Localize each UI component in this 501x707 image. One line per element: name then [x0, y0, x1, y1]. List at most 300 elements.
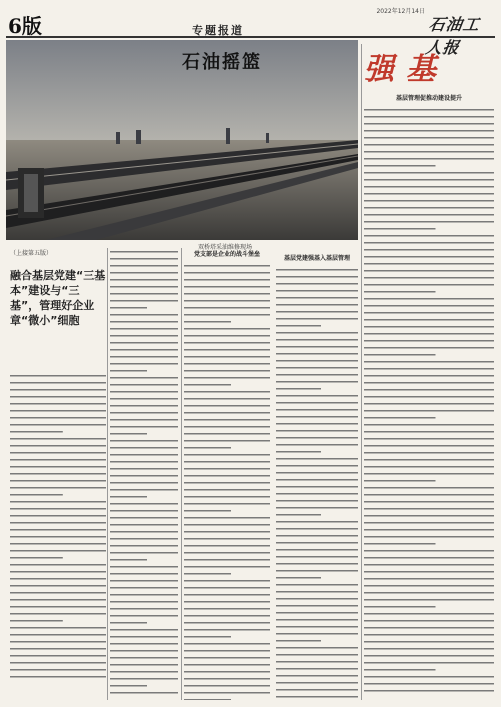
text-line: [10, 449, 106, 456]
text-line: [184, 500, 270, 507]
text-line: [276, 462, 358, 469]
text-line: [364, 183, 494, 190]
text-line: [276, 651, 358, 658]
text-line: [364, 176, 494, 183]
text-line: [110, 346, 178, 353]
text-line: [184, 479, 270, 486]
text-line: [364, 491, 494, 498]
text-line: [110, 647, 178, 654]
text-line: [364, 260, 494, 267]
text-line: [364, 309, 494, 316]
text-line: [276, 595, 358, 602]
text-line: [364, 379, 494, 386]
text-line: [184, 409, 270, 416]
column-rule: [107, 248, 108, 700]
text-line: [184, 661, 270, 668]
text-line: [276, 686, 358, 693]
text-line: [364, 113, 494, 120]
text-line: [10, 526, 106, 533]
text-line: [110, 640, 178, 647]
text-line: [110, 465, 178, 472]
text-line: [110, 682, 178, 689]
masthead: [6, 4, 495, 57]
text-line: [276, 378, 358, 385]
text-line: [276, 581, 358, 588]
headline-black: 石油摇篮: [182, 52, 262, 73]
text-line: [110, 311, 178, 318]
text-line: [184, 605, 270, 612]
text-line: [184, 437, 270, 444]
text-line: [110, 689, 178, 696]
text-line: [110, 500, 178, 507]
text-line: [184, 514, 270, 521]
text-line: [364, 134, 494, 141]
text-line: [276, 294, 358, 301]
text-line: [364, 127, 494, 134]
text-line: [184, 276, 270, 283]
text-line: [10, 407, 106, 414]
text-line: [276, 553, 358, 560]
text-line: [10, 393, 106, 400]
text-line: [110, 612, 178, 619]
text-line: [276, 623, 358, 630]
text-line: [276, 630, 358, 637]
text-line: [276, 672, 358, 679]
text-line: [10, 400, 106, 407]
text-line: [276, 343, 358, 350]
text-line: [364, 155, 494, 162]
continued-tag: （上接第五版）: [10, 250, 53, 257]
text-line: [110, 360, 178, 367]
text-line: [276, 665, 358, 672]
text-line: [364, 267, 494, 274]
text-line: [364, 148, 494, 155]
text-line: [110, 248, 178, 255]
text-line: [364, 281, 494, 288]
text-line: [364, 680, 494, 687]
text-line: [110, 570, 178, 577]
text-line: [276, 392, 358, 399]
text-line: [10, 554, 106, 561]
text-line: [276, 322, 358, 329]
text-line: [364, 344, 494, 351]
text-line: [364, 617, 494, 624]
text-line: [110, 535, 178, 542]
text-line: [276, 315, 358, 322]
section-heading: 党支部是企业的战斗堡垒: [193, 251, 260, 258]
text-line: [10, 561, 106, 568]
text-line: [184, 668, 270, 675]
text-line: [364, 659, 494, 666]
text-line: [364, 547, 494, 554]
text-line: [10, 498, 106, 505]
text-line: [364, 407, 494, 414]
text-line: [110, 605, 178, 612]
text-line: [364, 204, 494, 211]
text-line: [110, 430, 178, 437]
text-line: [110, 549, 178, 556]
text-line: [110, 584, 178, 591]
text-line: [184, 549, 270, 556]
text-line: [276, 434, 358, 441]
text-line: [110, 591, 178, 598]
text-line: [276, 560, 358, 567]
article-column: [276, 252, 358, 700]
text-line: [364, 456, 494, 463]
text-line: [364, 288, 494, 295]
text-line: [110, 325, 178, 332]
text-line: [364, 435, 494, 442]
text-line: [110, 416, 178, 423]
text-line: [110, 318, 178, 325]
text-line: [364, 225, 494, 232]
text-line: [184, 269, 270, 276]
text-line: [364, 666, 494, 673]
text-line: [364, 239, 494, 246]
text-line: [110, 493, 178, 500]
text-line: [184, 570, 270, 577]
text-line: [110, 556, 178, 563]
text-line: [364, 505, 494, 512]
text-line: [364, 197, 494, 204]
text-line: [110, 381, 178, 388]
text-line: [364, 540, 494, 547]
text-line: [110, 661, 178, 668]
text-line: [110, 437, 178, 444]
text-line: [110, 472, 178, 479]
text-line: [10, 659, 106, 666]
text-line: [184, 689, 270, 696]
text-line: [10, 456, 106, 463]
text-line: [110, 514, 178, 521]
text-line: [184, 598, 270, 605]
text-line: [364, 589, 494, 596]
text-line: [364, 316, 494, 323]
text-line: [10, 596, 106, 603]
text-line: [184, 388, 270, 395]
text-line: [276, 287, 358, 294]
text-line: [364, 141, 494, 148]
text-line: [364, 582, 494, 589]
text-line: [184, 626, 270, 633]
text-line: [364, 687, 494, 694]
text-line: [10, 372, 106, 379]
text-line: [364, 484, 494, 491]
text-line: [184, 297, 270, 304]
text-line: [110, 528, 178, 535]
text-line: [10, 673, 106, 680]
text-line: [184, 472, 270, 479]
text-line: [184, 563, 270, 570]
text-line: [276, 266, 358, 273]
text-line: [10, 435, 106, 442]
text-line: [184, 402, 270, 409]
text-line: [276, 399, 358, 406]
text-line: [10, 428, 106, 435]
text-line: [276, 574, 358, 581]
text-line: [110, 619, 178, 626]
text-line: [10, 638, 106, 645]
text-line: [184, 619, 270, 626]
text-line: [364, 512, 494, 519]
text-line: [10, 631, 106, 638]
text-line: [10, 484, 106, 491]
text-line: [364, 603, 494, 610]
text-line: [10, 386, 106, 393]
text-line: [364, 652, 494, 659]
text-line: [276, 525, 358, 532]
text-line: [10, 575, 106, 582]
text-line: [110, 255, 178, 262]
text-line: [184, 654, 270, 661]
text-line: [110, 451, 178, 458]
text-line: [364, 414, 494, 421]
text-line: [364, 631, 494, 638]
issue-date: 2022年12月14日: [376, 8, 425, 15]
text-line: [364, 302, 494, 309]
text-line: [364, 624, 494, 631]
text-line: [184, 521, 270, 528]
text-line: [364, 673, 494, 680]
section-heading: 基层党建强基入基层管理: [283, 255, 350, 262]
section-title: 专题报道: [192, 24, 244, 37]
text-line: [184, 423, 270, 430]
text-line: [184, 507, 270, 514]
text-line: [10, 582, 106, 589]
text-line: [184, 542, 270, 549]
text-line: [110, 577, 178, 584]
text-line: [276, 567, 358, 574]
text-line: [10, 379, 106, 386]
text-line: [276, 448, 358, 455]
text-line: [364, 596, 494, 603]
text-line: [110, 563, 178, 570]
text-line: [184, 458, 270, 465]
text-line: [110, 409, 178, 416]
text-line: [364, 358, 494, 365]
text-line: [184, 318, 270, 325]
text-line: [10, 463, 106, 470]
article-column: [364, 92, 494, 700]
text-line: [184, 556, 270, 563]
text-line: [364, 337, 494, 344]
text-line: [10, 617, 106, 624]
text-line: [110, 339, 178, 346]
text-line: [364, 526, 494, 533]
text-line: [184, 367, 270, 374]
text-line: [10, 666, 106, 673]
text-line: [110, 479, 178, 486]
text-line: [364, 477, 494, 484]
text-line: [364, 218, 494, 225]
text-line: [184, 430, 270, 437]
text-line: [110, 402, 178, 409]
text-line: [364, 498, 494, 505]
text-line: [276, 469, 358, 476]
text-line: [184, 304, 270, 311]
text-line: [110, 395, 178, 402]
text-line: [364, 386, 494, 393]
text-line: [110, 423, 178, 430]
text-line: [184, 640, 270, 647]
text-line: [110, 521, 178, 528]
text-line: [364, 519, 494, 526]
text-line: [364, 568, 494, 575]
text-line: [276, 476, 358, 483]
text-line: [276, 273, 358, 280]
text-line: [276, 511, 358, 518]
text-line: [184, 612, 270, 619]
text-line: [276, 546, 358, 553]
text-line: [276, 371, 358, 378]
text-line: [184, 675, 270, 682]
text-line: [110, 332, 178, 339]
text-line: [276, 693, 358, 700]
text-line: [184, 528, 270, 535]
text-line: [10, 540, 106, 547]
text-line: [184, 633, 270, 640]
text-line: [184, 374, 270, 381]
column-rule: [361, 44, 362, 700]
text-line: [10, 512, 106, 519]
text-line: [184, 353, 270, 360]
text-line: [184, 682, 270, 689]
subtitle-block: [10, 248, 106, 366]
photo-caption: 双桥塔采油维修现场: [198, 244, 253, 251]
newspaper-logo: 石油工人报: [424, 15, 482, 57]
text-line: [276, 350, 358, 357]
text-line: [276, 602, 358, 609]
text-line: [184, 451, 270, 458]
text-line: [10, 519, 106, 526]
text-line: [364, 274, 494, 281]
text-line: [184, 493, 270, 500]
text-line: [364, 162, 494, 169]
column-rule: [181, 248, 182, 700]
text-line: [184, 339, 270, 346]
text-line: [10, 645, 106, 652]
text-line: [110, 374, 178, 381]
text-line: [110, 276, 178, 283]
text-line: [110, 353, 178, 360]
text-line: [276, 280, 358, 287]
text-line: [364, 106, 494, 113]
text-line: [276, 455, 358, 462]
text-line: [364, 470, 494, 477]
text-line: [276, 504, 358, 511]
text-line: [364, 372, 494, 379]
text-line: [364, 232, 494, 239]
text-line: [184, 325, 270, 332]
text-line: [276, 532, 358, 539]
text-line: [110, 290, 178, 297]
text-line: [10, 652, 106, 659]
text-line: [364, 554, 494, 561]
text-line: [276, 637, 358, 644]
text-line: [110, 388, 178, 395]
text-line: [10, 414, 106, 421]
text-line: [10, 505, 106, 512]
text-line: [110, 444, 178, 451]
text-line: [110, 304, 178, 311]
text-line: [276, 406, 358, 413]
text-line: [184, 584, 270, 591]
text-line: [184, 444, 270, 451]
text-line: [10, 603, 106, 610]
text-line: [110, 633, 178, 640]
text-line: [184, 283, 270, 290]
text-line: [364, 253, 494, 260]
article-column: [184, 248, 270, 700]
text-line: [276, 616, 358, 623]
text-line: [364, 442, 494, 449]
text-line: [364, 428, 494, 435]
text-line: [110, 542, 178, 549]
article-column: [10, 372, 106, 700]
text-line: [276, 329, 358, 336]
text-line: [10, 568, 106, 575]
text-line: [10, 624, 106, 631]
text-line: [364, 400, 494, 407]
subtitle: 融合基层党建“三基本”建设与“三基”，管理好企业章“微小”细胞: [10, 269, 106, 327]
text-line: [110, 654, 178, 661]
text-line: [276, 679, 358, 686]
text-line: [110, 486, 178, 493]
text-line: [276, 385, 358, 392]
text-line: [276, 490, 358, 497]
text-line: [276, 483, 358, 490]
text-line: [10, 470, 106, 477]
text-line: [184, 395, 270, 402]
text-line: [364, 295, 494, 302]
text-line: [276, 539, 358, 546]
text-line: [364, 533, 494, 540]
text-line: [364, 190, 494, 197]
text-line: [110, 598, 178, 605]
text-line: [110, 507, 178, 514]
text-line: [364, 211, 494, 218]
text-line: [364, 120, 494, 127]
text-line: [110, 269, 178, 276]
text-line: [364, 393, 494, 400]
headline-block: [182, 48, 262, 74]
text-line: [184, 535, 270, 542]
text-line: [10, 442, 106, 449]
section-heading: 基层管理促推动建设提升: [395, 95, 462, 102]
text-line: [364, 463, 494, 470]
text-line: [184, 416, 270, 423]
text-line: [364, 246, 494, 253]
text-line: [364, 575, 494, 582]
text-line: [276, 427, 358, 434]
text-line: [276, 518, 358, 525]
text-line: [110, 297, 178, 304]
text-line: [364, 610, 494, 617]
text-line: [276, 497, 358, 504]
text-line: [10, 589, 106, 596]
text-line: [364, 421, 494, 428]
text-line: [184, 465, 270, 472]
text-line: [364, 351, 494, 358]
text-line: [276, 588, 358, 595]
text-line: [10, 533, 106, 540]
text-line: [10, 547, 106, 554]
text-line: [10, 421, 106, 428]
text-line: [184, 360, 270, 367]
text-line: [276, 308, 358, 315]
text-line: [364, 638, 494, 645]
text-line: [184, 311, 270, 318]
